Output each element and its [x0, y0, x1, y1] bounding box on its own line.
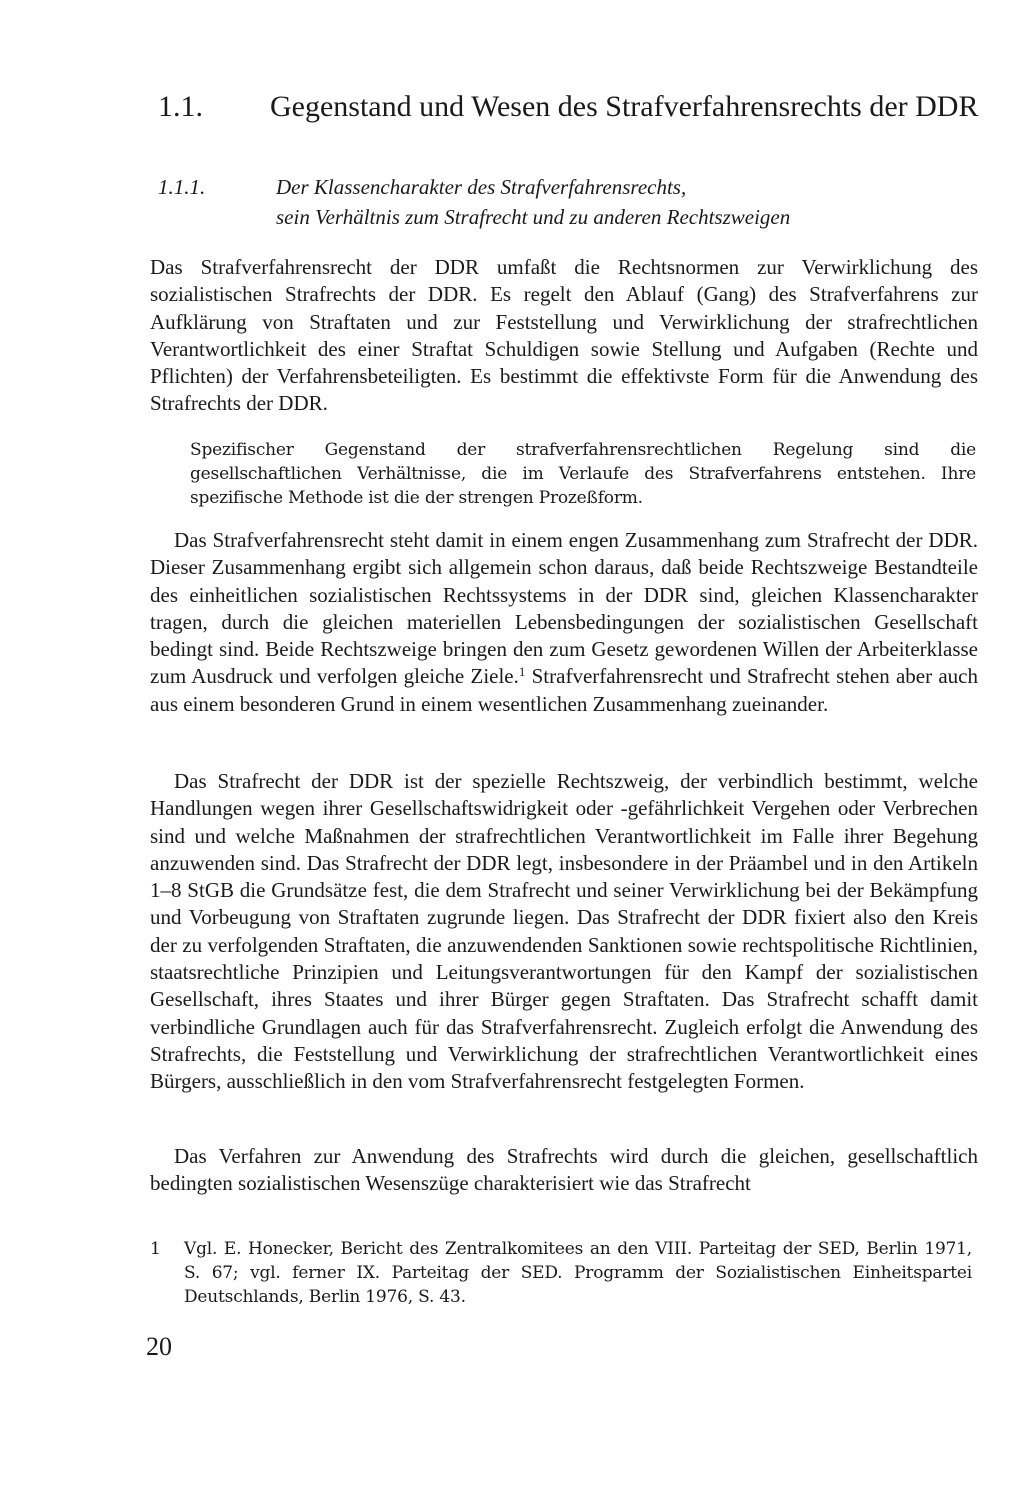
footnote-number: 1: [150, 1239, 161, 1259]
note-paragraph: Spezifischer Gegenstand der strafverfahrensrechtlichen Regelung sind die gesellschaftlichen Verhältnisse, die im Verlaufe des Strafverfahrens entstehen. Ihre spezifische Methode ist die der strengen Prozeßform.: [190, 440, 976, 508]
subsection-title-line-2: sein Verhältnis zum Strafrecht und zu anderen Rechtszweigen: [276, 205, 791, 229]
footnote: [150, 1237, 972, 1309]
section-number: 1.1.: [158, 90, 203, 123]
paragraph-2: [150, 527, 978, 718]
subsection-title-line-1: Der Klassencharakter des Strafverfahrensrechts,: [276, 175, 687, 199]
paragraph-3: Das Strafrecht der DDR ist der spezielle Rechtszweig, der verbindlich bestimmt, welche Handlungen wegen ihrer Gesellschaftswidrigkeit oder -gefährlichkeit Vergehen oder Verbrechen sind und welche Maßnahmen der strafrechtlichen Verantwortlichkeit im Falle ihrer Begehung anzuwenden sind. Das Strafrecht der DDR legt, insbesondere in der Präambel und in den Artikeln 1–8 StGB die Grundsätze fest, die dem Strafrecht und seiner Verwirklichung bei der Bekämpfung und Vorbeugung von Straftaten zugrunde liegen. Das Strafrecht der DDR fixiert also den Kreis der zu verfolgenden Straftaten, die anzuwendenden Sanktionen sowie rechtspolitische Richtlinien, staatsrechtliche Prinzipien und Leitungsverantwortungen für den Kampf der sozialistischen Gesellschaft, ihres Staates und ihrer Bürger gegen Straftaten. Das Strafrecht schafft damit verbindliche Grundlagen auch für das Strafverfahrensrecht. Zugleich erfolgt die Anwendung des Strafrechts, die Feststellung und Verwirklichung der strafrechtlichen Verantwortlichkeit eines Bürgers, ausschließlich in den vom Strafverfahrensrecht festgelegten Formen.: [150, 769, 978, 1094]
paragraph-1: Das Strafverfahrensrecht der DDR umfaßt die Rechtsnormen zur Verwirklichung des sozialistischen Strafrechts der DDR. Es regelt den Ablauf (Gang) des Strafverfahrens zur Aufklärung von Straftaten und zur Feststellung und Verwirklichung der strafrechtlichen Verantwortlichkeit des einer Straftat Schuldigen sowie Stellung und Aufgaben (Rechte und Pflichten) der Verfahrensbeteiligten. Es bestimmt die effektivste Form für die Anwendung des Strafrechts der DDR.: [150, 255, 978, 416]
footnote-reference: 1: [518, 664, 526, 680]
page-number: 20: [146, 1332, 172, 1361]
paragraph-2-text-a: Das Strafverfahrensrecht steht damit in einem engen Zusammenhang zum Strafrecht der DDR. Dieser Zusammenhang ergibt sich allgemein schon daraus, daß beide Rechtszweige Bestandteile des einheitlichen sozialistischen Rechtssystems in der DDR sind, gleichen Klassencharakter tragen, durch die gleichen materiellen Lebensbedingungen der sozialistischen Gesellschaft bedingt sind. Beide Rechtszweige bringen den zum Gesetz gewordenen Willen der Arbeiterklasse zum Ausdruck und verfolgen gleiche Ziele.: [150, 528, 978, 689]
footnote-text: Vgl. E. Honecker, Bericht des Zentralkomitees an den VIII. Parteitag der SED, Berlin 1971, S. 67; vgl. ferner IX. Parteitag der SED. Programm der Sozialistischen Einheitspartei Deutschlands, Berlin 1976, S. 43.: [184, 1239, 972, 1307]
subsection-number: 1.1.1.: [158, 175, 206, 199]
subsection-title: [276, 172, 790, 232]
paragraph-4: Das Verfahren zur Anwendung des Strafrechts wird durch die gleichen, gesellschaftlich bedingten sozialistischen Wesenszüge charakterisiert wie das Strafrecht: [150, 1144, 978, 1196]
paragraph-2-text-b: Strafverfahrensrecht und Strafrecht stehen aber auch aus einem besonderen Grund in einem wesentlichen Zusammenhang zueinander.: [150, 664, 978, 716]
section-title: Gegenstand und Wesen des Strafverfahrensrechts der DDR: [270, 90, 979, 123]
